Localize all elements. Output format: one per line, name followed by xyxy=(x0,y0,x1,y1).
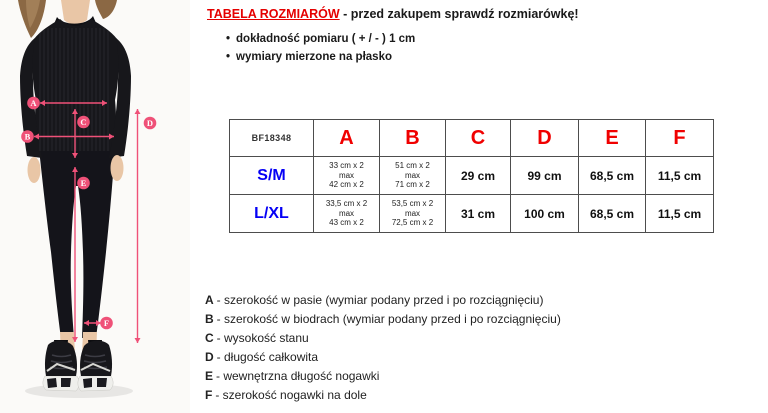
marker-f xyxy=(100,317,113,330)
svg-text:B: B xyxy=(24,131,31,142)
col-header-c: C xyxy=(446,120,511,157)
size-table-header-row xyxy=(230,120,714,157)
cell-lxl-a: 33,5 cm x 2 max 43 cm x 2 xyxy=(314,195,380,233)
model-photo xyxy=(0,0,190,413)
svg-text:C: C xyxy=(80,117,87,127)
col-header-e: E xyxy=(579,120,646,157)
cell-sm-f: 11,5 cm xyxy=(646,157,714,195)
legend-item-b: B - szerokość w biodrach (wymiar podany przed i po rozciągnięciu) xyxy=(205,312,561,326)
size-table xyxy=(229,119,714,233)
marker-e xyxy=(77,177,90,190)
cell-sm-d: 99 cm xyxy=(511,157,579,195)
marker-c xyxy=(77,116,90,129)
cell-lxl-e: 68,5 cm xyxy=(579,195,646,233)
col-header-d: D xyxy=(511,120,579,157)
cell-lxl-b: 53,5 cm x 2 max 72,5 cm x 2 xyxy=(380,195,446,233)
model-neck xyxy=(61,0,90,25)
size-label-sm: S/M xyxy=(230,157,314,195)
marker-d xyxy=(144,117,157,130)
col-header-a: A xyxy=(314,120,380,157)
measurement-legend xyxy=(205,291,561,405)
bullet-flat-measure: • wymiary mierzone na płasko xyxy=(226,48,415,66)
svg-text:F: F xyxy=(103,318,110,328)
size-label-lxl: L/XL xyxy=(230,195,314,233)
svg-text:D: D xyxy=(146,118,154,128)
cell-sm-a: 33 cm x 2 max 42 cm x 2 xyxy=(314,157,380,195)
size-row-sm xyxy=(230,157,714,195)
legend-item-d: D - długość całkowita xyxy=(205,350,319,364)
legend-item-c: C - wysokość stanu xyxy=(205,331,309,345)
page-title-highlight: TABELA ROZMIARÓW xyxy=(207,7,340,21)
page-title xyxy=(207,7,579,21)
col-header-b: B xyxy=(380,120,446,157)
cell-sm-c: 29 cm xyxy=(446,157,511,195)
info-bullets xyxy=(226,30,415,66)
bullet-accuracy: • dokładność pomiaru ( + / - ) 1 cm xyxy=(226,30,415,48)
page-title-rest: - przed zakupem sprawdź rozmiarówkę! xyxy=(339,7,579,21)
cell-lxl-f: 11,5 cm xyxy=(646,195,714,233)
legend-item-f: F - szerokość nogawki na dole xyxy=(205,388,367,402)
col-header-f: F xyxy=(646,120,714,157)
marker-b xyxy=(21,130,34,143)
product-code: BF18348 xyxy=(230,120,314,157)
cell-sm-e: 68,5 cm xyxy=(579,157,646,195)
cell-lxl-c: 31 cm xyxy=(446,195,511,233)
svg-text:E: E xyxy=(80,178,87,188)
size-row-lxl xyxy=(230,195,714,233)
marker-a xyxy=(27,97,40,110)
cell-sm-b: 51 cm x 2 max 71 cm x 2 xyxy=(380,157,446,195)
legend-item-e: E - wewnętrzna długość nogawki xyxy=(205,369,380,383)
legend-item-a: A - szerokość w pasie (wymiar podany przed i po rozciągnięciu) xyxy=(205,293,544,307)
cell-lxl-d: 100 cm xyxy=(511,195,579,233)
svg-text:A: A xyxy=(30,98,37,108)
